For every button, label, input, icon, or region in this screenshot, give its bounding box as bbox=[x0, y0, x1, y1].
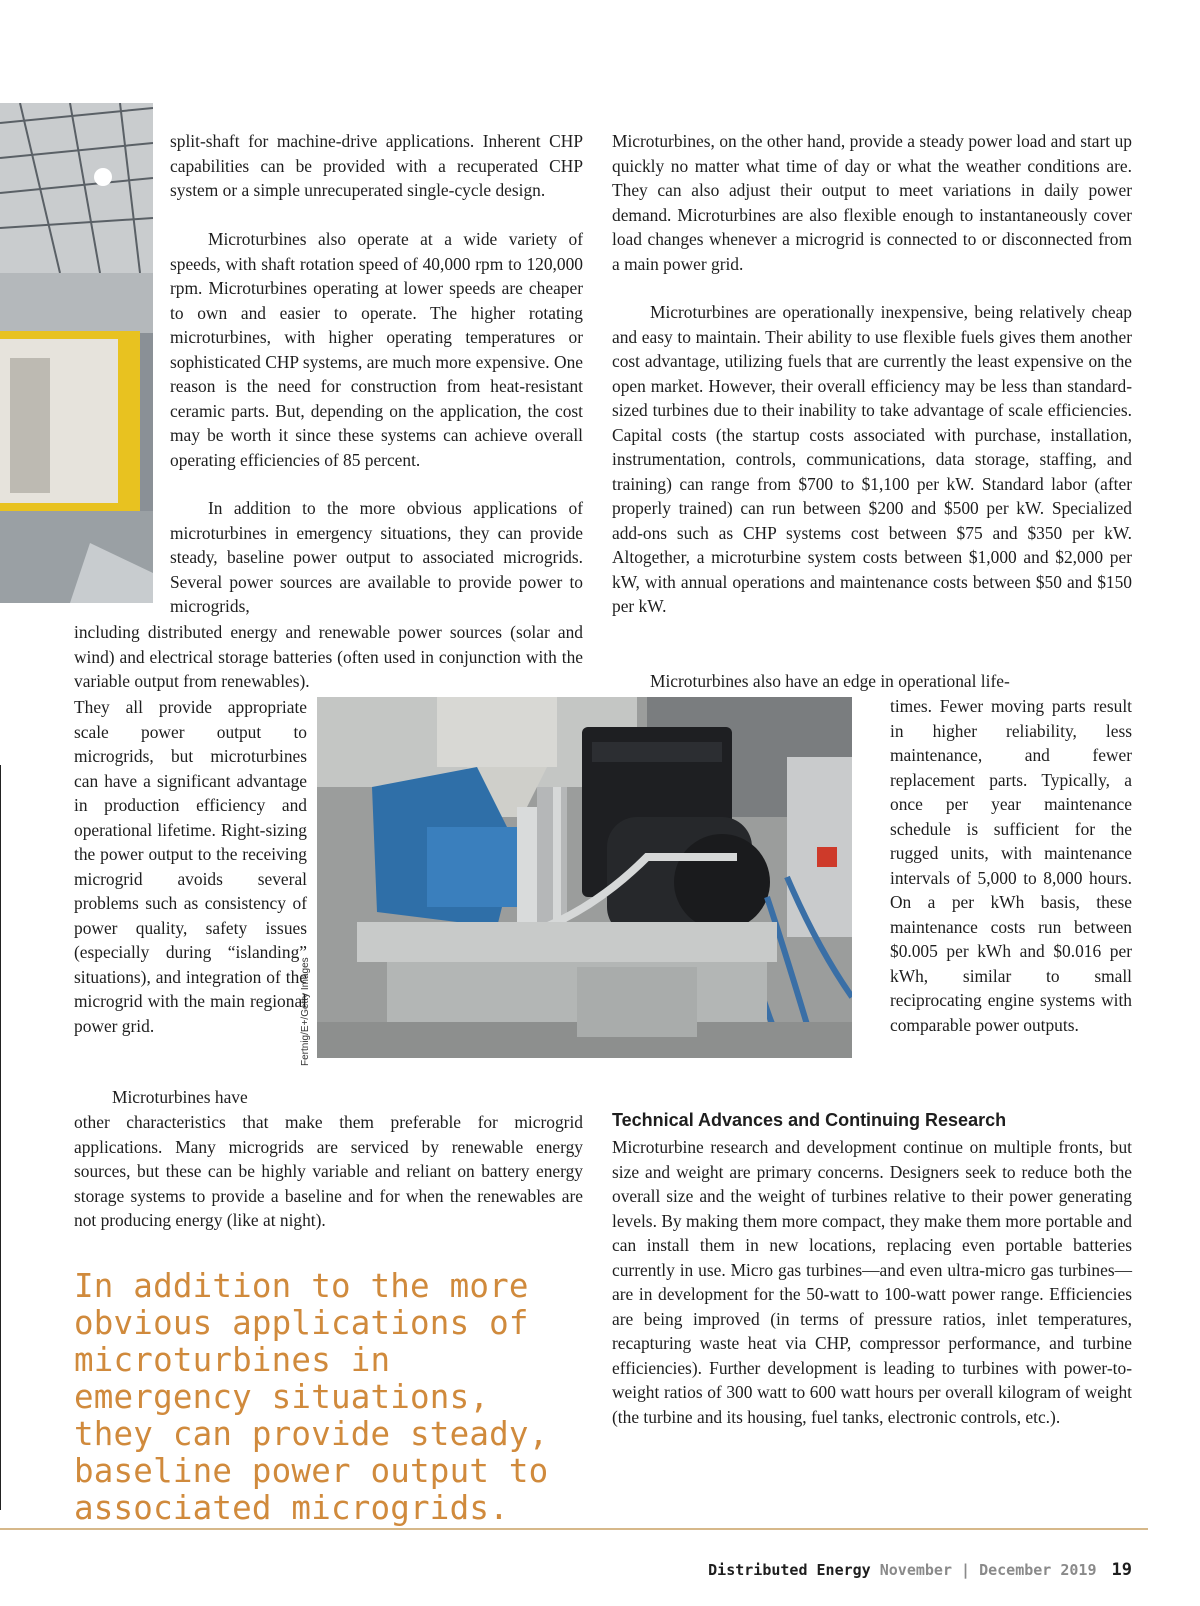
col1-paragraph-2: Microturbines also operate at a wide variety of speeds, with shaft rotation speed of 40,000 rpm to 120,000 rpm. Microturbines operating at lower speeds are cheaper to own and easier to operate. The higher rotating microturbines, with higher operating temperatures or sophisticated CHP systems, are much more expensive. One reason is the need for construction from heat-resistant ceramic parts. But, depending on the application, the cost may be worth it since these systems can achieve overall operating efficiencies of 85 percent. bbox=[170, 229, 583, 470]
left-edge-rule bbox=[0, 765, 1, 1510]
col1-paragraph-3a: In addition to the more obvious applications of microturbines in emergency situations, they can provide steady, baseline power output to associated microgrids. Several power sources are available to provide power to microgrids, bbox=[170, 498, 583, 616]
page-number: 19 bbox=[1111, 1560, 1132, 1580]
publication-name: Distributed Energy bbox=[708, 1561, 871, 1579]
col1-paragraph-4a: Microturbines have bbox=[112, 1087, 248, 1107]
microturbine-photo bbox=[317, 697, 852, 1058]
pull-quote: In addition to the more obvious applications of microturbines in emergency situations, they can provide steady, baseline power output to associated microgrids. bbox=[74, 1267, 549, 1527]
col2-paragraph-2: Microturbines are operationally inexpensive, being relatively cheap and easy to maintain. Their ability to use flexible fuels gives them another cost advantage, utilizing fuels that are currently the least expensive on the open market. However, their overall efficiency may be less than standard-sized turbines due to their inability to take advantage of scale efficiencies. Capital costs (the startup costs associated with purchase, installation, instrumentation, controls, communications, data storage, staffing, and training) can range from $700 to $1,100 per kW. Standard labor (after properly trained) can run between $200 and $500 per kW. Specialized add-ons such as CHP systems cost between $75 and $350 per kW. Altogether, a microturbine system costs between $1,000 and $2,000 per kW, with annual operations and maintenance costs between $50 and $150 per kW. bbox=[612, 302, 1132, 616]
col2-paragraph-1: Microturbines, on the other hand, provide a steady power load and start up quickly no matter what time of day or what the weather conditions are. They can also adjust their output to meet variations in daily power demand. Microturbines are also flexible enough to instantaneously cover load changes whenever a microgrid is connected to or disconnected from a main power grid. bbox=[612, 131, 1132, 274]
warehouse-photo bbox=[0, 103, 153, 603]
footer-rule bbox=[0, 1528, 1148, 1530]
footer bbox=[708, 1560, 1132, 1580]
col2-paragraph-3b: times. Fewer moving parts result in higher reliability, less maintenance, and fewer replacement parts. Typically, a once per year maintenance schedule is sufficient for the rugged units, with maintenance intervals of 5,000 to 8,000 hours. On a per kWh basis, these maintenance costs run between $0.005 per kWh and $0.016 per kWh, similar to small reciprocating engine systems with comparable power outputs. bbox=[890, 696, 1132, 1035]
col1-paragraph-3b: including distributed energy and renewable power sources (solar and wind) and electrical storage batteries (often used in conjunction with the variable output from renewables). bbox=[74, 622, 583, 691]
photo-credit: Fertnig/E+/Getty Images bbox=[300, 957, 311, 1066]
issue-date: November | December 2019 bbox=[879, 1561, 1097, 1579]
col2-paragraph-4: Microturbine research and development continue on multiple fronts, but size and weight are primary concerns. Designers seek to reduce both the overall size and the weight of turbines relative to their power generating levels. By making them more compact, they make them more portable and can install them in new locations, replacing even portable batteries currently in use. Micro gas turbines—and even ultra-micro gas turbines—are in development for the 50-watt to 100-watt power range. Efficiencies are being improved (in terms of pressure ratios, inlet temperatures, recapturing waste heat via CHP, compressor performance, and turbine efficiencies). Further development is leading to turbines with power-to-weight ratios of 300 watt to 600 watt hours per overall kilogram of weight (the turbine and its housing, fuel tanks, electronic controls, etc.). bbox=[612, 1137, 1132, 1427]
section-heading: Technical Advances and Continuing Research bbox=[612, 1110, 1007, 1130]
col1-paragraph-1: split-shaft for machine-drive applications. Inherent CHP capabilities can be provided with a recuperated CHP system or a simple unrecuperated single-cycle design. bbox=[170, 131, 583, 200]
col2-paragraph-3a: Microturbines also have an edge in operational life- bbox=[650, 671, 1010, 691]
col1-paragraph-4b: other characteristics that make them preferable for microgrid applications. Many microgrids are serviced by renewable energy sources, but these can be highly variable and reliant on battery energy storage systems to provide a baseline and for when the renewables are not producing energy (like at night). bbox=[74, 1112, 583, 1230]
col1-paragraph-3c: They all provide appropriate scale power output to microgrids, but microturbines can have a significant advantage in production efficiency and operational lifetime. Right-sizing the power output to the receiving microgrid avoids several problems such as consistency of power quality, safety issues (especially during “islanding” situations), and integration of the microgrid with the main regional power grid. bbox=[74, 697, 307, 1036]
